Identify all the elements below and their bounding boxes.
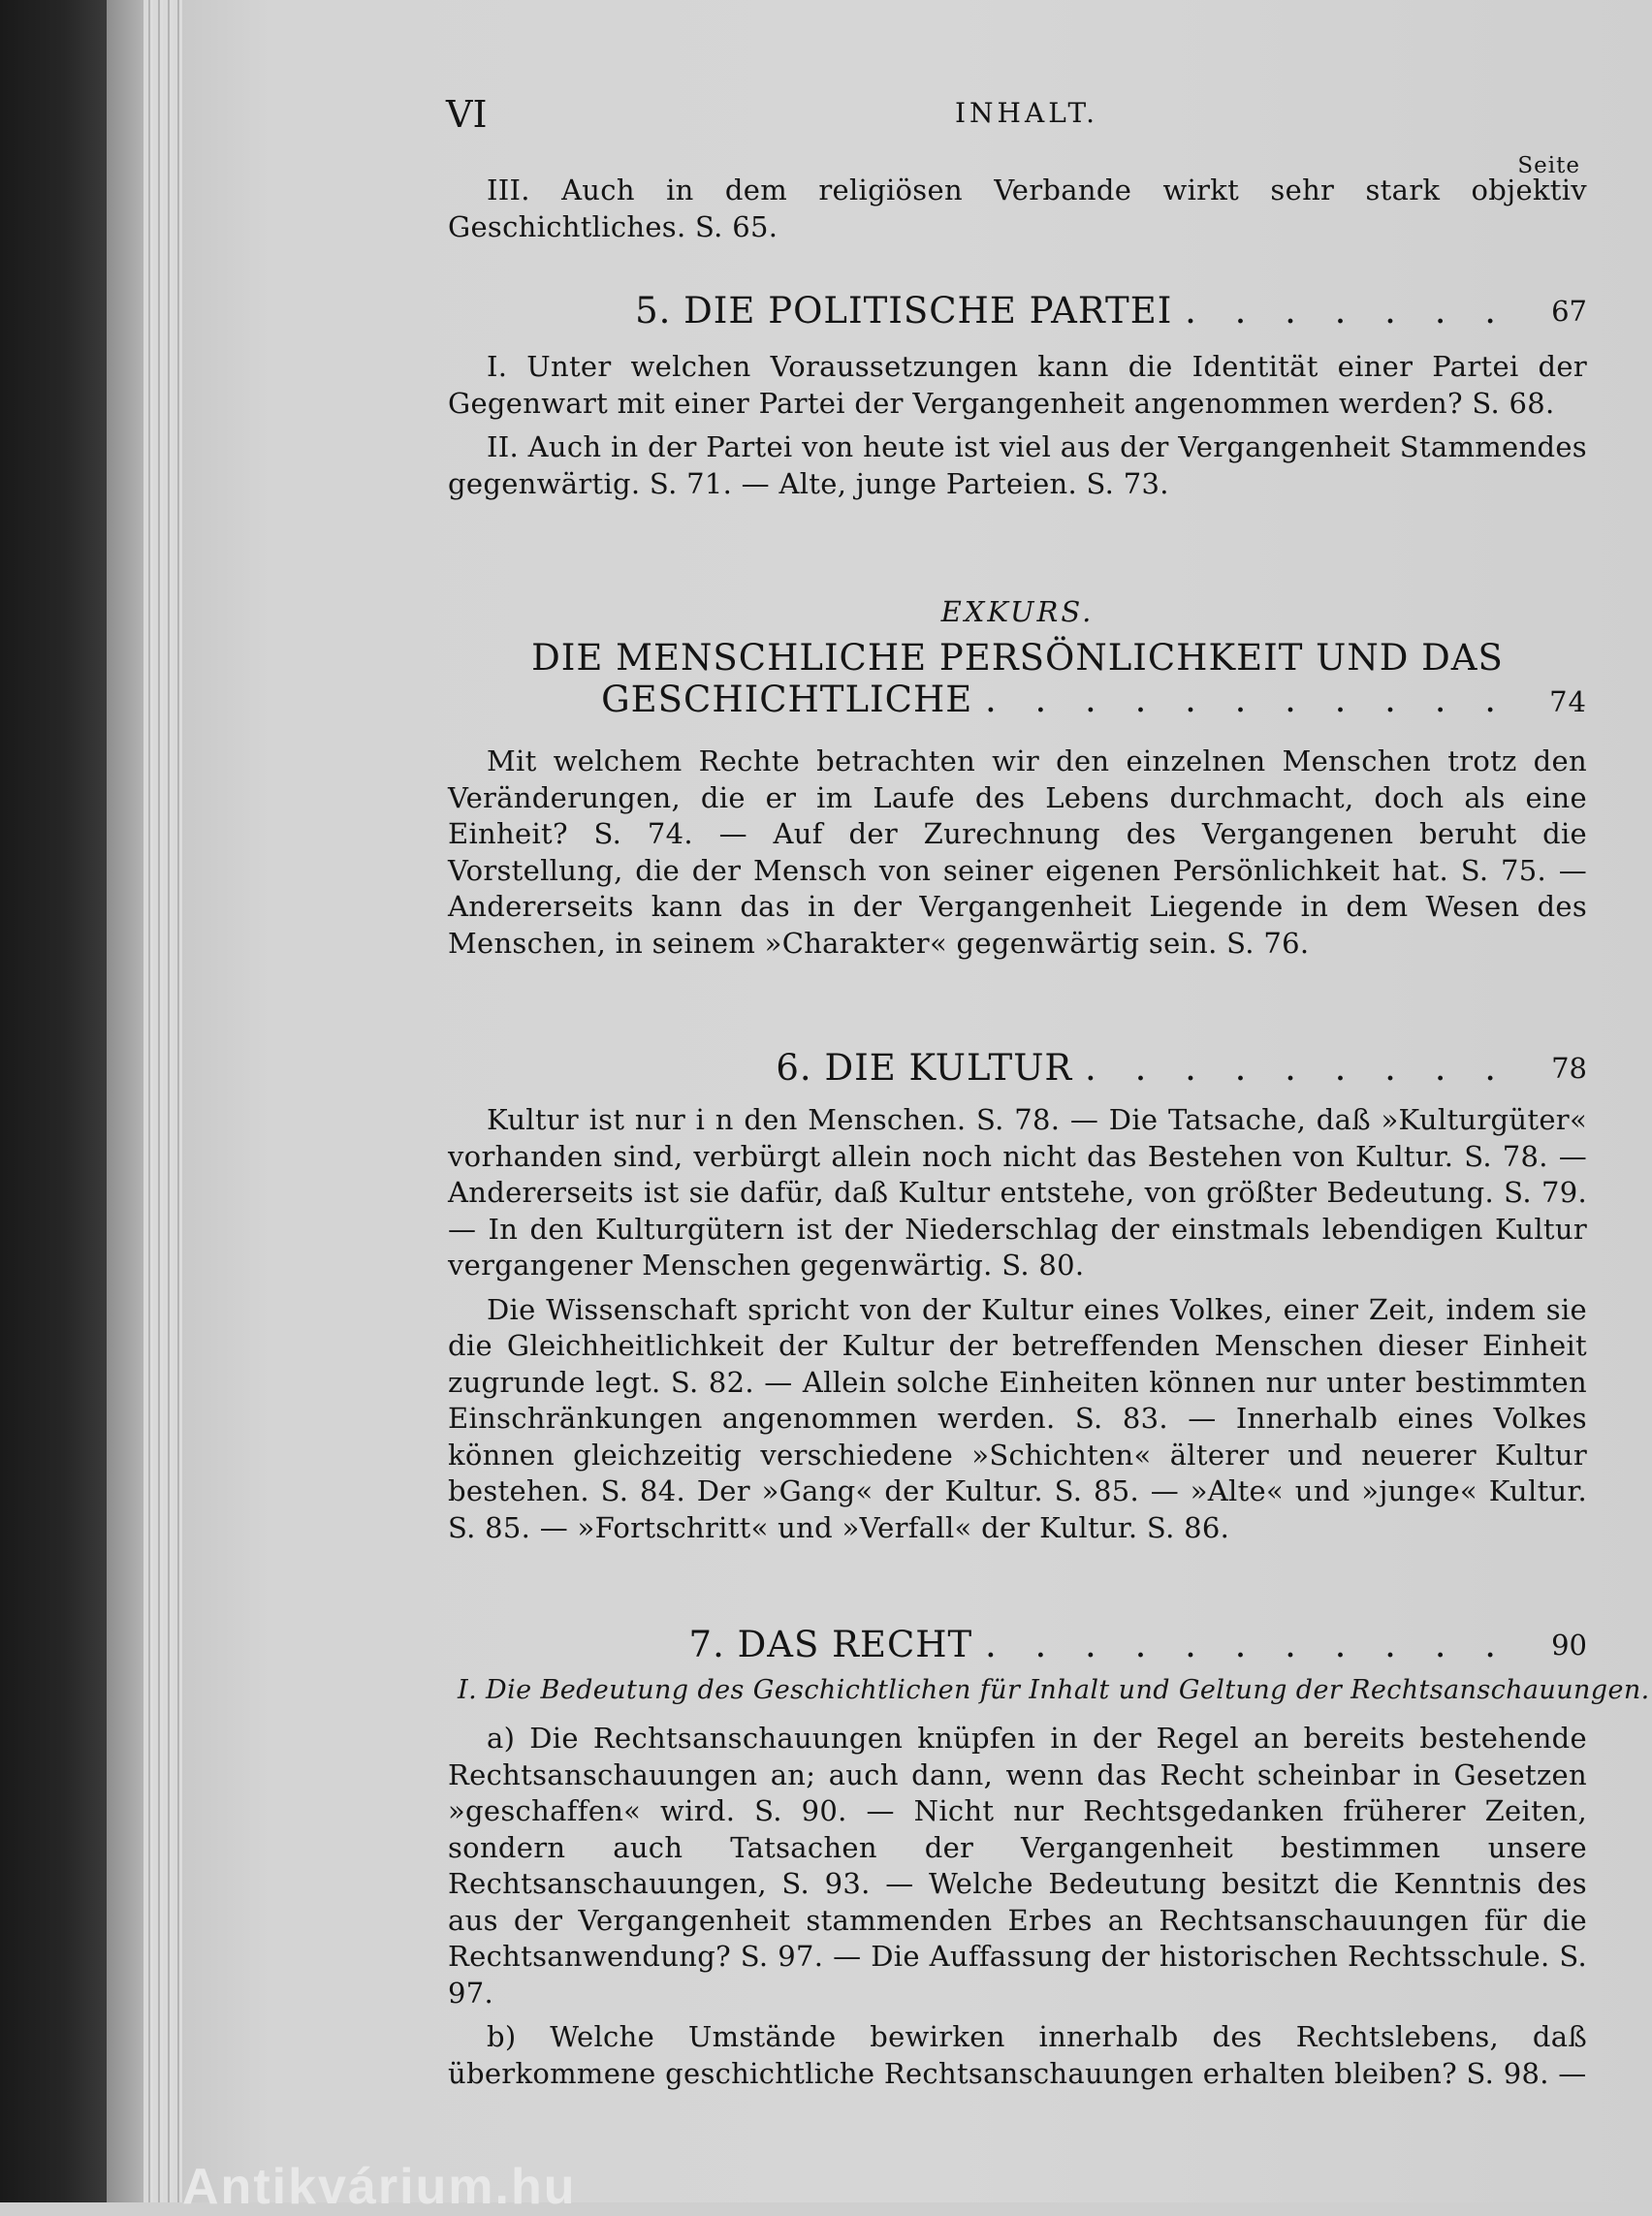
chapter-title: 5. DIE POLITISCHE PARTEI [635, 290, 1173, 332]
page-number: VI [446, 93, 488, 136]
watermark: Antikvárium.hu [182, 2159, 577, 2215]
chapter-5-heading [448, 290, 1587, 332]
chapter-title: 7. DAS RECHT [688, 1624, 973, 1665]
exkurs-label: EXKURS. [940, 595, 1095, 628]
entry-7-a: a) Die Rechtsanschauungen knüpfen in der Regel an bereits bestehende Rechtsanschauungen an; auch dann, wenn das Recht scheinbar in Gesetzen »geschaffen« wird. S. 90. — Nicht nur Rechtsgedanken früherer Zeiten, sondern auch Tatsachen der Vergangenheit bestimmen unsere Rechtsanschauungen, S. 93. — Welche Bedeutung besitzt die Kenntnis des aus der Vergangenheit stammenden Erbes an Rechtsanschauungen für die Rechtsanwendung? S. 97. — Die Auffassung der historischen Rechtsschule. S. 97. [448, 1722, 1587, 2010]
chapter-title: 6. DIE KULTUR [776, 1047, 1073, 1089]
leader-dots: . . . . . . . [1185, 290, 1509, 332]
running-title: INHALT. [955, 97, 1098, 129]
chapter-7-heading [448, 1624, 1587, 1665]
exkurs-title-line1: DIE MENSCHLICHE PERSÖNLICHKEIT UND DAS [531, 637, 1504, 679]
exkurs-title-line2: GESCHICHTLICHE [601, 679, 973, 720]
leader-dots: . . . . . . . . . . . [985, 679, 1509, 720]
chapter-page-ref: 78 [1551, 1052, 1587, 1085]
subsection-7-I: I. Die Bedeutung des Geschichtlichen für Inhalt und Geltung der Rechtsanschauungen. [458, 1675, 1650, 1705]
leader-dots: . . . . . . . . . . . [985, 1624, 1509, 1665]
book-gutter [107, 0, 143, 2202]
page-header [446, 93, 1590, 178]
chapter-page-ref: 67 [1551, 295, 1587, 328]
entry-5-I: I. Unter welchen Voraussetzungen kann die Identität einer Partei der Gegenwart mit einer Partei der Vergangenheit angenommen werden? S. 68. [448, 350, 1587, 420]
page-column-label: Seite [1517, 153, 1580, 178]
table-of-contents [448, 173, 1650, 2092]
entry-5-II: II. Auch in der Partei von heute ist viel aus der Vergangenheit Stammendes gegenwärtig. S. 71. — Alte, junge Parteien. S. 73. [448, 430, 1587, 500]
page-edges [143, 0, 182, 2202]
exkurs-heading [448, 679, 1587, 720]
entry-4-III: III. Auch in dem religiösen Verbande wirkt sehr stark objektiv Geschichtliches. S. 65. [448, 174, 1587, 243]
entry-exkurs: Mit welchem Rechte betrachten wir den einzelnen Menschen trotz den Veränderungen, die er im Laufe des Lebens durchmacht, doch als eine Einheit? S. 74. — Auf der Zurechnung des Vergangenen beruht die Vorstellung, die der Mensch von seiner eigenen Persönlichkeit hat. S. 75. — Andererseits kann das in der Vergangenheit Liegende in dem Wesen des Menschen, in seinem »Charakter« gegenwärtig sein. S. 76. [448, 744, 1587, 960]
chapter-page-ref: 90 [1551, 1629, 1587, 1662]
book-binding [0, 0, 107, 2202]
entry-7-b: b) Welche Umstände bewirken innerhalb des Rechtslebens, daß überkommene geschichtliche Rechtsanschauungen erhalten bleiben? S. 98. — [448, 2020, 1587, 2090]
leader-dots: . . . . . . . . . [1085, 1047, 1509, 1089]
entry-6-1: Kultur ist nur i n den Menschen. S. 78. — Die Tatsache, daß »Kulturgüter« vorhanden sind, verbürgt allein noch nicht das Bestehen von Kultur. S. 78. — Andererseits ist sie dafür, daß Kultur entstehe, von größter Bedeutung. S. 79. — In den Kulturgütern ist der Niederschlag der einstmals lebendigen Kultur vergangener Menschen gegenwärtig. S. 80. [448, 1103, 1587, 1282]
exkurs-page-ref: 74 [1549, 685, 1587, 718]
chapter-6-heading [448, 1047, 1587, 1089]
entry-6-2: Die Wissenschaft spricht von der Kultur eines Volkes, einer Zeit, indem sie die Gleichheitlichkeit der Kultur der betreffenden Menschen dieser Einheit zugrunde legt. S. 82. — Allein solche Einheiten können nur unter bestimmten Einschränkungen angenommen werden. S. 83. — Innerhalb eines Volkes können gleichzeitig verschiedene »Schichten« älterer und neuerer Kultur bestehen. S. 84. Der »Gang« der Kultur. S. 85. — »Alte« und »junge« Kultur. S. 85. — »Fortschritt« und »Verfall« der Kultur. S. 86. [448, 1292, 1587, 1544]
